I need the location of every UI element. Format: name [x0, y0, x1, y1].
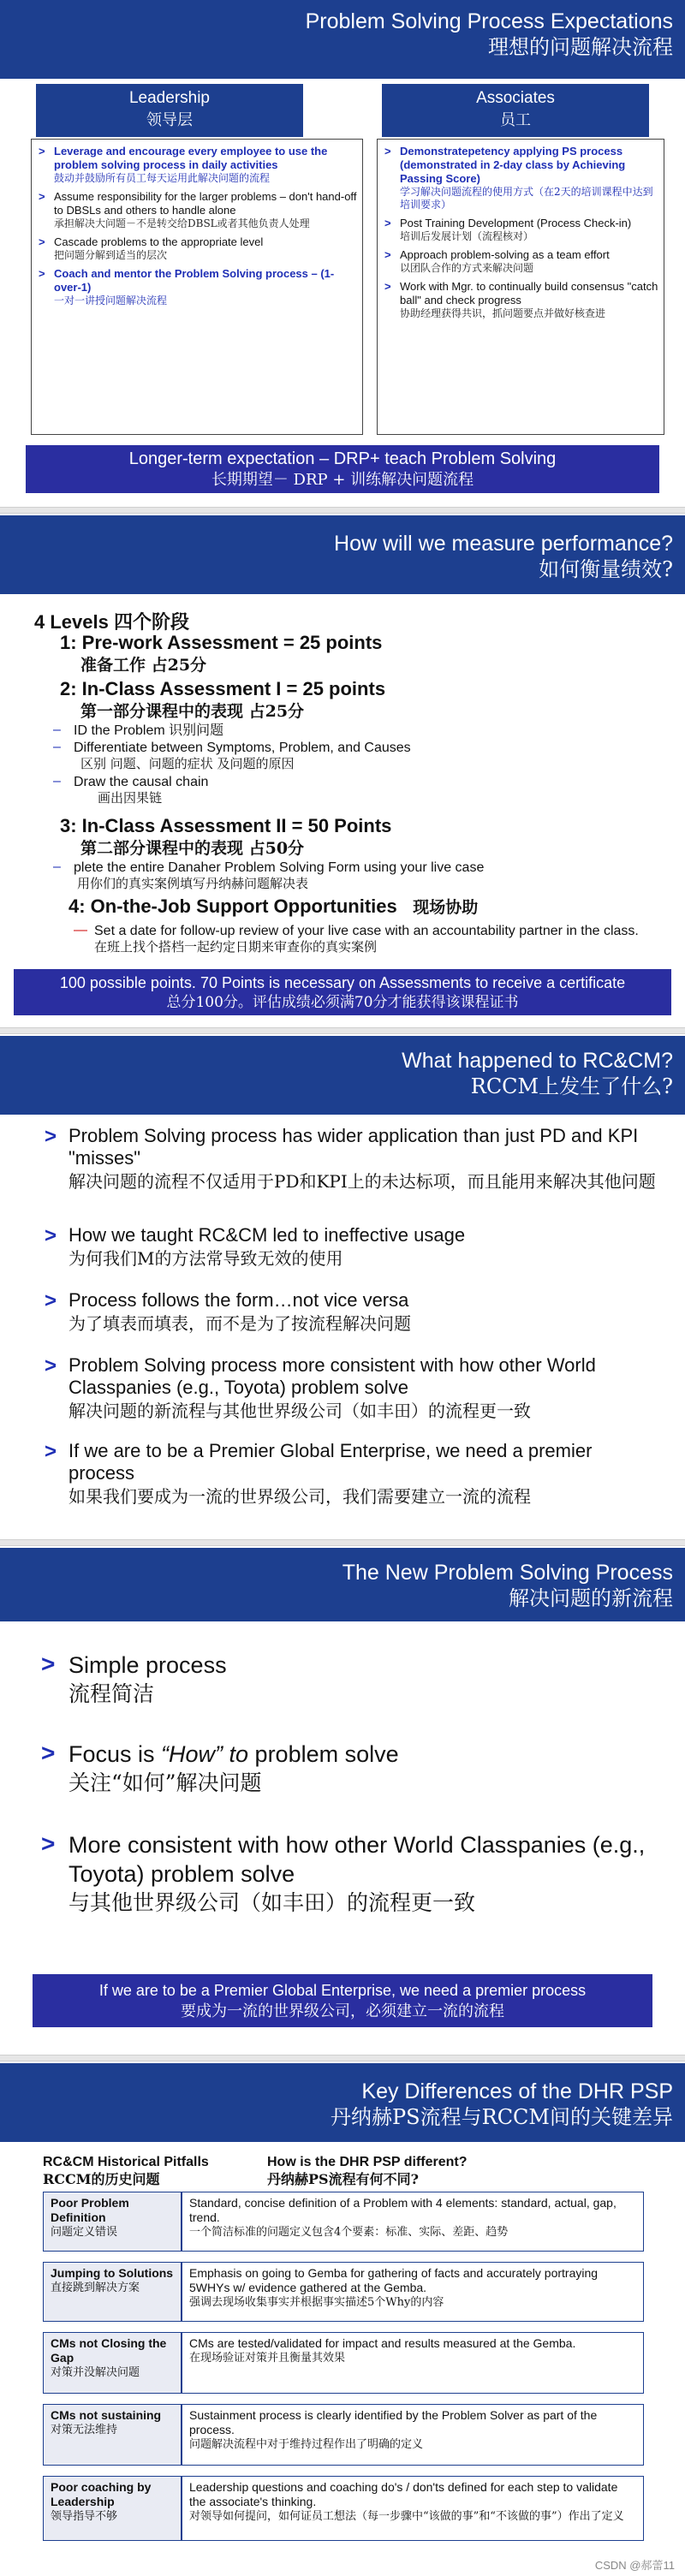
premier-banner: If we are to be a Premier Global Enterprise, we need a premier process 要成为一流的世界级公司，必须建立一流的流程 — [33, 1974, 652, 2027]
slide-expectations — [0, 0, 685, 505]
difference-cell: Sustainment process is clearly identified by the Problem Solver as part of the process. 问题解决流程中对于维持过程作出了明确的定义 — [182, 2404, 644, 2466]
leadership-box — [31, 139, 363, 435]
chevron-right-icon: > — [384, 217, 391, 229]
level-3-subitem: – plete the entire Danaher Problem Solving Form using your live case 用你们的真实案例填写丹纳赫问题解决表 — [53, 860, 485, 891]
slide-subtitle: 理想的问题解决流程 — [488, 35, 673, 59]
slide-measure — [0, 515, 685, 1026]
slide-title: Key Differences of the DHR PSP — [361, 2079, 673, 2103]
chevron-right-icon: > — [41, 1740, 56, 1766]
slide-rccm — [0, 1036, 685, 1538]
slide-title: How will we measure performance? — [334, 532, 673, 556]
slide-subtitle: 解决问题的新流程 — [509, 1586, 673, 1610]
pitfall-cell: CMs not sustaining 对策无法维持 — [43, 2404, 182, 2466]
level-1: 1: Pre-work Assessment = 25 points 准备工作 占25分 — [60, 632, 383, 675]
difference-cell: Standard, concise definition of a Problem with 4 elements: standard, actual, gap, trend. 一个简洁标准的问题定义包含4个要素：标准、实际、差距、趋势 — [182, 2192, 644, 2252]
pitfall-cell: Poor coaching by Leadership 领导指导不够 — [43, 2476, 182, 2541]
leadership-item: > Coach and mentor the Problem Solving process – (1-over-1) 一对一讲授问题解决流程 — [39, 267, 335, 306]
levels-heading: 4 Levels 四个阶段 — [34, 611, 189, 633]
associates-header — [382, 84, 649, 137]
leadership-title-zh: 领导层 — [146, 111, 193, 129]
difference-cell: CMs are tested/validated for impact and results measured at the Gemba. 在现场验证对策并且衡量其效果 — [182, 2332, 644, 2394]
dash-icon: – — [53, 774, 61, 788]
chevron-right-icon: > — [45, 1289, 57, 1312]
associates-item: > Approach problem-solving as a team effort 以团队合作的方式来解决问题 — [384, 248, 610, 274]
bullet-item: > Focus is “How” to problem solve 关注“如何”解决问题 — [41, 1740, 399, 1795]
bullet-item: > More consistent with how other World Classpanies (e.g., Toyota) problem solve 与其他世界级公司（如丰田）的流程更一致 — [41, 1830, 646, 1915]
bullet-item: > Simple process 流程简洁 — [41, 1651, 227, 1706]
difference-cell: Emphasis on going to Gemba for gathering of facts and accurately portraying 5WHYs w/ evidence gathered at the Gemba. 强调去现场收集事实并根据事实描述5个Why的内容 — [182, 2262, 644, 2322]
slide-header — [0, 1036, 685, 1115]
level-4-subitem: — Set a date for follow-up review of your live case with an accountability partner in the class. 在班上找个搭档一起约定日期来审查你的真实案例 — [74, 923, 639, 955]
associates-title: Associates — [476, 89, 555, 107]
bullet-item: > Process follows the form…not vice versa 为了填表而填表，而不是为了按流程解决问题 — [45, 1289, 411, 1334]
bullet-item: > Problem Solving process has wider application than just PD and KPI "misses" 解决问题的流程不仅适用于PD和KPI上的未达标项，而且能用来解决其他问题 — [45, 1125, 656, 1192]
level-3: 3: In-Class Assessment II = 50 Points 第二部分课程中的表现 占50分 — [60, 815, 392, 858]
slide-divider — [0, 1539, 685, 1546]
level-2: 2: In-Class Assessment I = 25 points 第一部分课程中的表现 占25分 — [60, 678, 386, 721]
chevron-right-icon: > — [45, 1224, 57, 1247]
associates-box — [377, 139, 664, 435]
pitfall-cell: Jumping to Solutions 直接跳到解决方案 — [43, 2262, 182, 2322]
chevron-right-icon: > — [384, 145, 391, 158]
bullet-item: > If we are to be a Premier Global Enterprise, we need a premier process 如果我们要成为一流的世界级公司，我们需要建立一流的流程 — [45, 1440, 593, 1507]
slide-header — [0, 1548, 685, 1621]
slide-new-process — [0, 1548, 685, 2053]
chevron-right-icon: > — [39, 190, 45, 203]
leadership-title: Leadership — [128, 89, 211, 107]
chevron-right-icon: > — [45, 1125, 57, 1148]
chevron-right-icon: > — [384, 248, 391, 261]
slide-subtitle: 丹纳赫PS流程与RCCM间的关键差异 — [331, 2105, 673, 2129]
watermark: CSDN @郝蕾11 — [594, 2559, 675, 2572]
chevron-right-icon: > — [39, 267, 45, 280]
chevron-right-icon: > — [45, 1354, 57, 1377]
leadership-item: > Cascade problems to the appropriate level 把问题分解到适当的层次 — [39, 235, 264, 261]
slide-key-differences — [0, 2063, 685, 2576]
column-header-pitfalls: RC&CM Historical Pitfalls RCCM的历史问题 — [43, 2155, 209, 2187]
slide-header — [0, 2063, 685, 2142]
chevron-right-icon: > — [384, 280, 391, 293]
slide-subtitle: RCCM上发生了什么? — [470, 1074, 673, 1098]
slide-subtitle: 如何衡量绩效? — [539, 557, 673, 581]
pitfall-cell: CMs not Closing the Gap 对策并没解决问题 — [43, 2332, 182, 2394]
bullet-item: > Problem Solving process more consistent with how other World Classpanies (e.g., Toyota) problem solve 解决问题的新流程与其他世界级公司（如丰田）的流程更一致 — [45, 1354, 596, 1421]
slide-title: The New Problem Solving Process — [342, 1561, 673, 1585]
level-2-subitem: – ID the Problem 识别问题 — [53, 723, 224, 738]
leadership-item: > Assume responsibility for the larger problems – don't hand-off to DBSLs and others to handle alone 承担解决大问题－不是转交给DBSL或者其他负责人处理 — [39, 190, 357, 229]
leadership-header — [36, 84, 303, 137]
slide-divider — [0, 1027, 685, 1034]
chevron-right-icon: > — [41, 1830, 56, 1857]
chevron-right-icon: > — [39, 235, 45, 248]
level-2-subitem: – Differentiate between Symptoms, Problem, and Causes 区别 问题、问题的症状 及问题的原因 — [53, 740, 411, 771]
slide-divider — [0, 507, 685, 514]
chevron-right-icon: > — [39, 145, 45, 158]
expectation-banner: Longer-term expectation – DRP+ teach Problem Solving 长期期望－ DRP + 训练解决问题流程 — [26, 445, 659, 493]
slide-header — [0, 515, 685, 594]
level-4: 4: On-the-Job Support Opportunities 现场协助 — [68, 895, 479, 917]
points-banner: 100 possible points. 70 Points is necessary on Assessments to receive a certificate 总分100分。评估成绩必须满70分才能获得该课程证书 — [14, 969, 671, 1015]
associates-item: > Work with Mgr. to continually build consensus "catch ball" and check progress 协助经理获得共识，抓问题要点并做好核查进 — [384, 280, 658, 319]
slide-divider — [0, 2055, 685, 2061]
column-header-difference: How is the DHR PSP different? 丹纳赫PS流程有何不同? — [267, 2155, 468, 2187]
leadership-item: > Leverage and encourage every employee to use the problem solving process in daily activities 鼓动并鼓励所有员工每天运用此解决问题的流程 — [39, 145, 328, 184]
dash-icon: – — [53, 740, 61, 754]
level-2-subitem: – Draw the causal chain 画出因果链 — [53, 774, 209, 806]
slide-title: Problem Solving Process Expectations — [305, 9, 673, 33]
pitfall-cell: Poor Problem Definition 问题定义错误 — [43, 2192, 182, 2252]
dash-icon: – — [53, 723, 61, 737]
difference-cell: Leadership questions and coaching do's / don'ts defined for each step to validate the associate's thinking. 对领导如何提问，如何证员工想法（每一步骤中“该做的事”和“不该做的事”）作出了定义 — [182, 2476, 644, 2541]
associates-item: > Demonstratepetency applying PS process (demonstrated in 2-day class by Achieving Passing Score) 学习解决问题流程的使用方式（在2天的培训课程中达到培训要求） — [384, 145, 653, 211]
slide-header — [0, 0, 685, 79]
bullet-item: > How we taught RC&CM led to ineffective usage 为何我们M的方法常导致无效的使用 — [45, 1224, 466, 1269]
associates-title-zh: 员工 — [500, 111, 531, 129]
emphasis-how: “How” to — [161, 1741, 249, 1767]
chevron-right-icon: > — [41, 1651, 56, 1677]
dash-icon: – — [53, 860, 61, 874]
slide-title: What happened to RC&CM? — [402, 1049, 673, 1073]
chevron-right-icon: > — [45, 1440, 57, 1463]
associates-item: > Post Training Development (Process Check-in) 培训后发展计划（流程核对） — [384, 217, 632, 242]
dash-icon: — — [74, 923, 87, 937]
